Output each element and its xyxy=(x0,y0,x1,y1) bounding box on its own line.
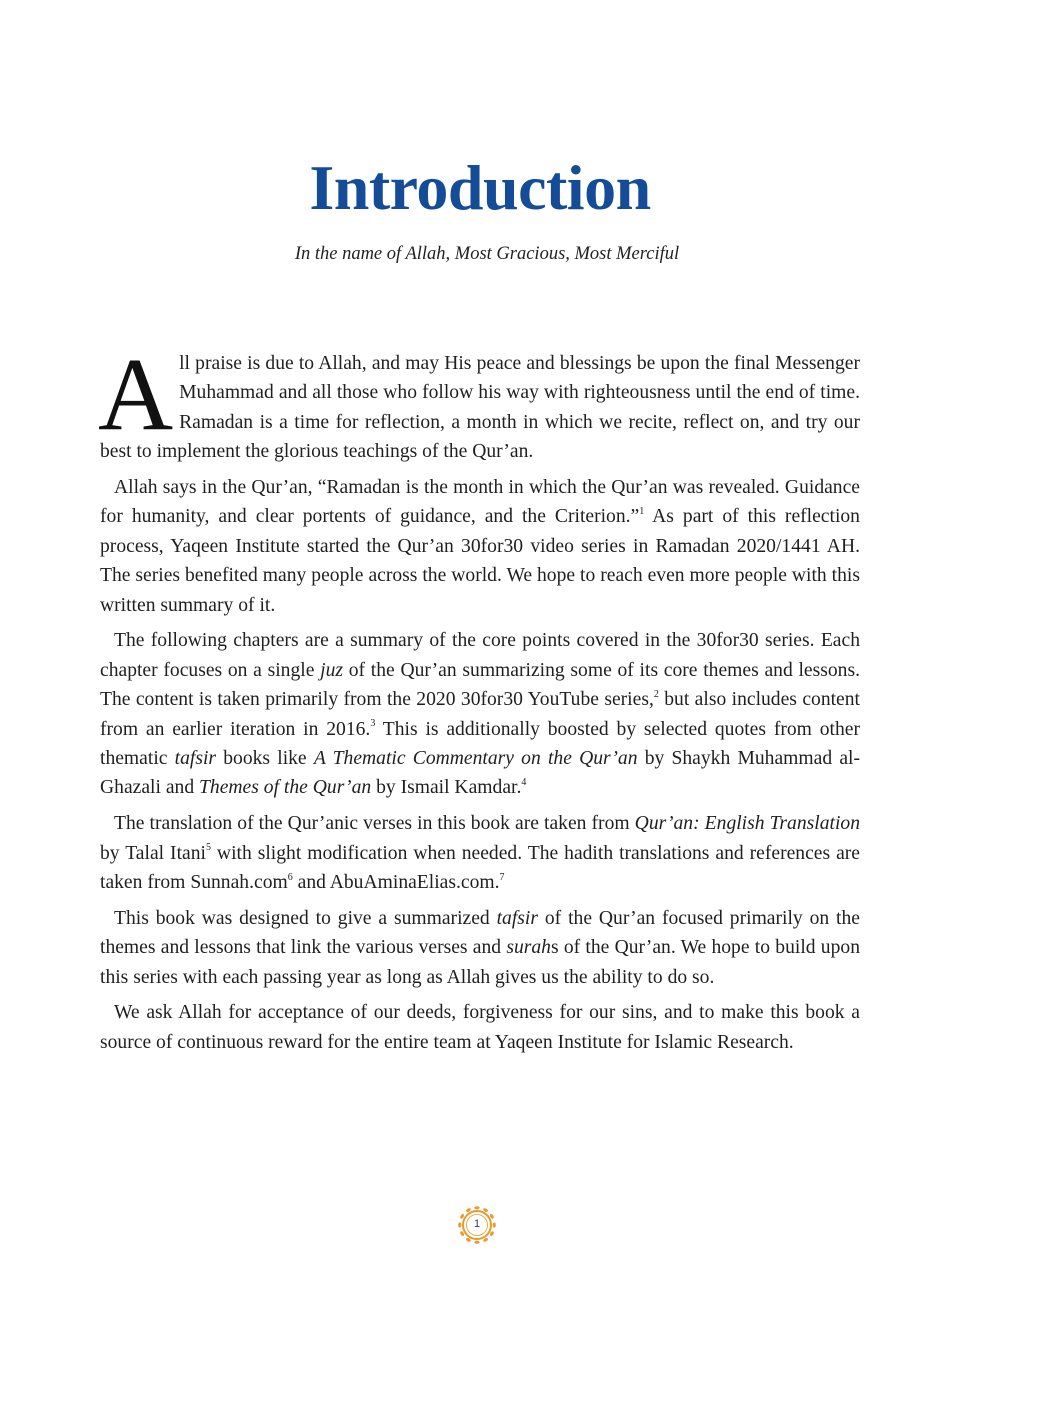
footnote-marker: 6 xyxy=(287,871,293,883)
text-run: The translation of the Qur’anic verses in this book are taken from xyxy=(114,813,635,835)
footnote-marker: 7 xyxy=(499,871,505,883)
text-run: but also includes content from an earlier iteration in 2016. xyxy=(100,689,860,740)
text-run: by Shaykh Muhammad al-Ghazali and xyxy=(100,748,860,799)
text-run: of the Qur’an summarizing some of its core themes and lessons. The content is taken primarily from the 2020 30for30 YouTube series, xyxy=(100,659,860,711)
footnote-marker: 2 xyxy=(653,688,659,700)
text-run: We ask Allah for acceptance of our deeds, forgiveness for our sins, and to make this book a source of continuous reward for the entire team at Yaqeen Institute for Islamic Research. xyxy=(100,1002,860,1053)
italic-text: A Thematic Commentary on the Qur’an xyxy=(313,748,638,770)
body-paragraph xyxy=(100,473,860,620)
text-run: As part of this reflection process, Yaqeen Institute started the Qur’an 30for30 video series in Ramadan 2020/1441 AH. The series benefited many people across the world. We hope to reach even more people with this written summary of it. xyxy=(100,506,860,616)
italic-text: tafsir xyxy=(496,907,538,929)
basmala-subtitle: In the name of Allah, Most Gracious, Most Merciful xyxy=(294,244,680,264)
drop-cap: A xyxy=(98,337,174,452)
text-run: with slight modification when needed. The hadith translations and references are taken from Sunnah.com xyxy=(100,842,860,894)
text-run: This book was designed to give a summarized xyxy=(114,907,497,929)
body-text xyxy=(98,337,860,1064)
italic-text: Qur’an: English Translation xyxy=(634,813,860,835)
page-number-ornament xyxy=(456,1204,498,1246)
text-run: by Talal Itani xyxy=(100,842,206,864)
text-run: ll praise is due to Allah, and may His peace and blessings be upon the final Messenger Muhammad and all those who follow his way with righteousness until the end of time. Ramadan is a time for reflection, a month in which we recite, reflect on, and try our best to implement the glorious teachings of the Qur’an. xyxy=(100,353,860,463)
text-run: This is additionally boosted by selected quotes from other thematic xyxy=(100,718,860,770)
text-run: of the Qur’an focused primarily on the themes and lessons that link the various verses and xyxy=(100,907,860,959)
italic-text: tafsir xyxy=(174,748,217,770)
italic-text: surah xyxy=(506,937,551,959)
footnote-marker: 1 xyxy=(639,505,645,517)
page-title: Introduction xyxy=(309,151,651,223)
page-number: 1 xyxy=(473,1218,481,1230)
text-run: The following chapters are a summary of the core points covered in the 30for30 series. Each chapter focuses on a single xyxy=(100,630,860,681)
italic-text: Themes of the Qur’an xyxy=(199,777,372,799)
body-paragraph xyxy=(100,626,860,802)
body-paragraph xyxy=(100,809,860,897)
text-run: and AbuAminaElias.com. xyxy=(292,872,500,894)
text-run: books like xyxy=(216,748,314,770)
italic-text: juz xyxy=(320,659,344,681)
footnote-marker: 3 xyxy=(370,718,376,730)
body-paragraph xyxy=(98,337,860,467)
footnote-marker: 5 xyxy=(205,842,211,854)
footnote-marker: 4 xyxy=(521,776,527,788)
body-paragraph xyxy=(100,904,860,992)
text-run: s of the Qur’an. We hope to build upon this series with each passing year as long as Allah gives us the ability to do so. xyxy=(100,937,860,988)
body-paragraph xyxy=(100,998,860,1057)
text-run: Allah says in the Qur’an, “Ramadan is the month in which the Qur’an was revealed. Guidance for humanity, and clear portents of guidance, and the Criterion.” xyxy=(100,477,860,528)
text-run: by Ismail Kamdar. xyxy=(371,777,522,799)
